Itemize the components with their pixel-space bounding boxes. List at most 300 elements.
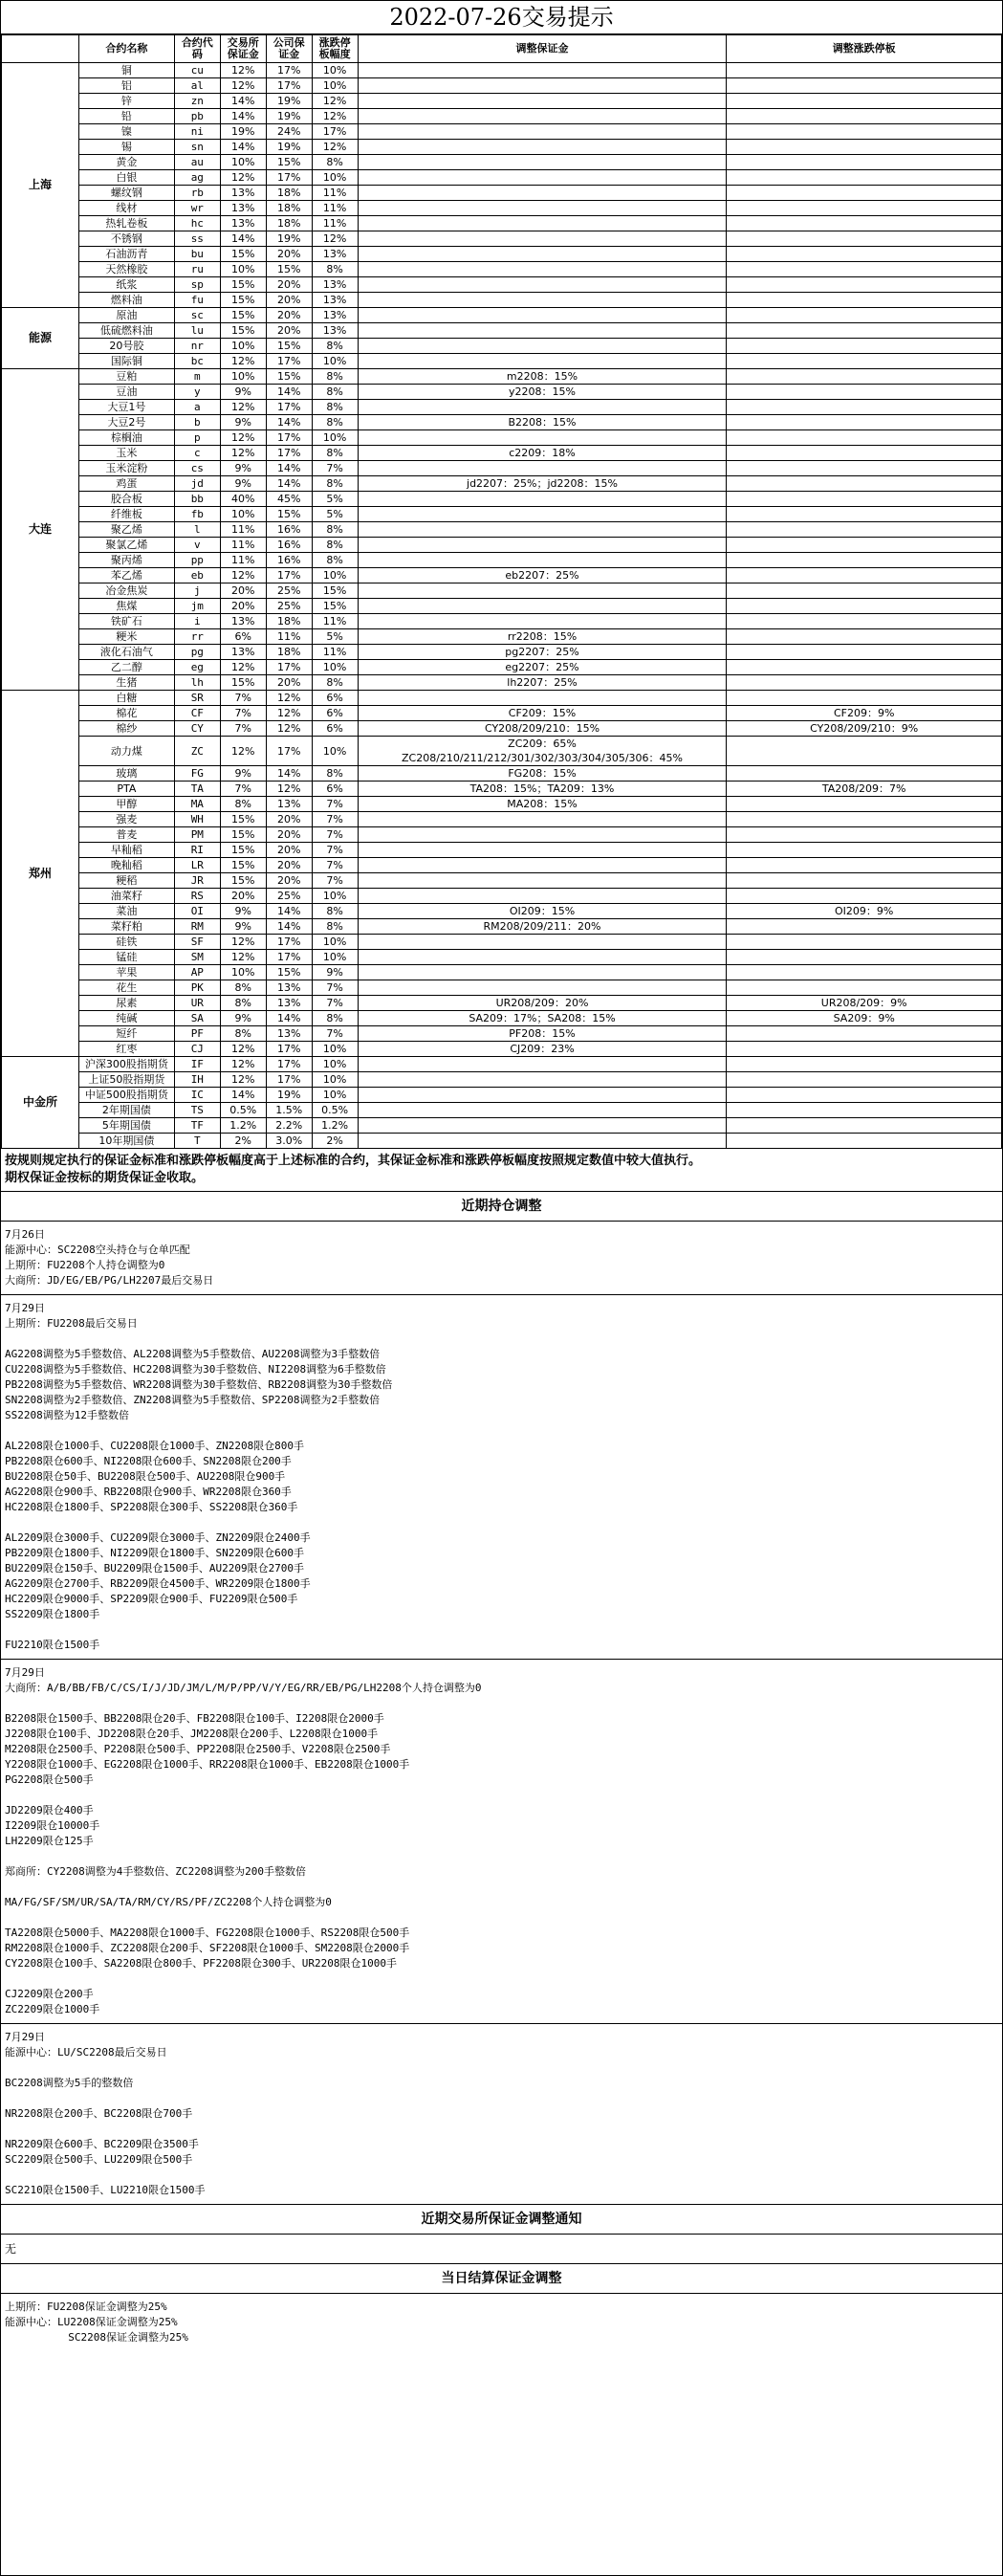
company-margin: 16% bbox=[266, 553, 312, 568]
table-row bbox=[2, 1026, 1002, 1042]
adjusted-margin bbox=[358, 843, 727, 858]
daily-settlement-heading: 当日结算保证金调整 bbox=[1, 2264, 1002, 2294]
contract-name: 粳稻 bbox=[78, 873, 174, 889]
position-line: LH2209限仓125手 bbox=[5, 1835, 94, 1847]
position-line: JD2209限仓400手 bbox=[5, 1804, 94, 1816]
limit-range: 8% bbox=[312, 675, 358, 691]
limit-range: 10% bbox=[312, 170, 358, 186]
table-row bbox=[2, 277, 1002, 293]
contract-code: sc bbox=[174, 308, 220, 323]
contract-code: m bbox=[174, 369, 220, 385]
table-row bbox=[2, 721, 1002, 737]
position-line: PB2208调整为5手整数倍、WR2208调整为30手整数倍、RB2208调整为30手整数倍 bbox=[5, 1378, 393, 1391]
company-margin: 16% bbox=[266, 538, 312, 553]
limit-range: 10% bbox=[312, 1088, 358, 1103]
contract-name: 聚丙烯 bbox=[78, 553, 174, 568]
exchange-margin: 12% bbox=[220, 354, 266, 369]
exchange-margin: 14% bbox=[220, 1088, 266, 1103]
company-margin: 24% bbox=[266, 124, 312, 140]
exchange-margin: 15% bbox=[220, 873, 266, 889]
position-line bbox=[5, 2060, 998, 2076]
contract-name: 低硫燃料油 bbox=[78, 323, 174, 339]
exchange-margin: 14% bbox=[220, 140, 266, 155]
exchange-margin: 10% bbox=[220, 965, 266, 980]
contract-name: 纯碱 bbox=[78, 1011, 174, 1026]
contract-name: 鸡蛋 bbox=[78, 476, 174, 492]
company-margin: 17% bbox=[266, 1072, 312, 1088]
contract-code: rr bbox=[174, 629, 220, 645]
daily-settlement-section bbox=[1, 2294, 1002, 2351]
limit-range: 8% bbox=[312, 538, 358, 553]
contract-code: lh bbox=[174, 675, 220, 691]
limit-range: 10% bbox=[312, 78, 358, 94]
adjusted-limit bbox=[727, 660, 1002, 675]
position-line bbox=[5, 1515, 998, 1530]
exchange-margin: 15% bbox=[220, 308, 266, 323]
contract-code: rb bbox=[174, 186, 220, 201]
contract-name: 苯乙烯 bbox=[78, 568, 174, 583]
adjusted-margin bbox=[358, 155, 727, 170]
company-margin: 18% bbox=[266, 186, 312, 201]
region-cell: 能源 bbox=[2, 308, 79, 369]
limit-range: 1.2% bbox=[312, 1118, 358, 1134]
table-row bbox=[2, 170, 1002, 186]
adjusted-margin: m2208：15% bbox=[358, 369, 727, 385]
limit-range: 7% bbox=[312, 812, 358, 827]
exchange-margin: 15% bbox=[220, 277, 266, 293]
position-line bbox=[5, 1696, 998, 1711]
position-line: 上期所：FU2208最后交易日 bbox=[5, 1317, 138, 1330]
contract-code: ag bbox=[174, 170, 220, 186]
exchange-margin: 11% bbox=[220, 522, 266, 538]
adjusted-margin bbox=[358, 1057, 727, 1072]
limit-range: 7% bbox=[312, 827, 358, 843]
position-line: PB2208限仓600手、NI2208限仓600手、SN2208限仓200手 bbox=[5, 1455, 292, 1467]
adjusted-margin: MA208：15% bbox=[358, 797, 727, 812]
adjusted-margin bbox=[358, 109, 727, 124]
exchange-margin: 8% bbox=[220, 996, 266, 1011]
company-margin: 20% bbox=[266, 675, 312, 691]
table-row bbox=[2, 1011, 1002, 1026]
exchange-margin: 9% bbox=[220, 904, 266, 919]
contract-code: au bbox=[174, 155, 220, 170]
exchange-margin: 8% bbox=[220, 980, 266, 996]
contract-name: 铅 bbox=[78, 109, 174, 124]
limit-range: 13% bbox=[312, 323, 358, 339]
contract-name: 甲醇 bbox=[78, 797, 174, 812]
company-margin: 17% bbox=[266, 568, 312, 583]
company-margin: 1.5% bbox=[266, 1103, 312, 1118]
adjusted-margin bbox=[358, 889, 727, 904]
exchange-margin: 10% bbox=[220, 262, 266, 277]
table-row bbox=[2, 78, 1002, 94]
table-row bbox=[2, 507, 1002, 522]
adjusted-limit bbox=[727, 1026, 1002, 1042]
contract-code: p bbox=[174, 430, 220, 446]
contract-name: 天然橡胶 bbox=[78, 262, 174, 277]
table-row bbox=[2, 782, 1002, 797]
position-line: BU2209限仓150手、BU2209限仓1500手、AU2209限仓2700手 bbox=[5, 1562, 305, 1574]
table-row bbox=[2, 293, 1002, 308]
limit-range: 13% bbox=[312, 247, 358, 262]
adjusted-limit bbox=[727, 797, 1002, 812]
adjusted-margin bbox=[358, 231, 727, 247]
adjusted-limit bbox=[727, 645, 1002, 660]
table-row bbox=[2, 935, 1002, 950]
exchange-margin: 7% bbox=[220, 706, 266, 721]
table-row bbox=[2, 629, 1002, 645]
adjusted-margin bbox=[358, 201, 727, 216]
adjusted-limit bbox=[727, 599, 1002, 614]
exchange-margin: 12% bbox=[220, 430, 266, 446]
limit-range: 10% bbox=[312, 1057, 358, 1072]
table-row bbox=[2, 797, 1002, 812]
company-margin: 13% bbox=[266, 980, 312, 996]
limit-range: 8% bbox=[312, 476, 358, 492]
contract-name: 原油 bbox=[78, 308, 174, 323]
position-line bbox=[5, 2168, 998, 2183]
adjusted-limit bbox=[727, 354, 1002, 369]
margin-notice-heading: 近期交易所保证金调整通知 bbox=[1, 2205, 1002, 2235]
company-margin: 17% bbox=[266, 170, 312, 186]
exchange-margin: 20% bbox=[220, 583, 266, 599]
table-row bbox=[2, 950, 1002, 965]
company-margin: 14% bbox=[266, 904, 312, 919]
contract-code: j bbox=[174, 583, 220, 599]
limit-range: 12% bbox=[312, 94, 358, 109]
position-line: 郑商所：CY2208调整为4手整数倍、ZC2208调整为200手整数倍 bbox=[5, 1865, 306, 1878]
contract-name: 沪深300股指期货 bbox=[78, 1057, 174, 1072]
adjusted-margin bbox=[358, 492, 727, 507]
limit-range: 8% bbox=[312, 553, 358, 568]
adjusted-margin bbox=[358, 1103, 727, 1118]
limit-range: 8% bbox=[312, 369, 358, 385]
contract-code: wr bbox=[174, 201, 220, 216]
adjusted-margin bbox=[358, 858, 727, 873]
position-block bbox=[1, 1660, 1002, 2024]
adjusted-margin bbox=[358, 553, 727, 568]
rule-note bbox=[1, 1149, 1002, 1192]
adjusted-limit bbox=[727, 766, 1002, 782]
adjusted-limit bbox=[727, 919, 1002, 935]
adjusted-limit bbox=[727, 339, 1002, 354]
adjusted-margin bbox=[358, 308, 727, 323]
adjusted-limit bbox=[727, 873, 1002, 889]
adjusted-limit bbox=[727, 675, 1002, 691]
exchange-margin: 7% bbox=[220, 721, 266, 737]
contract-code: sn bbox=[174, 140, 220, 155]
contract-code: jm bbox=[174, 599, 220, 614]
table-row bbox=[2, 827, 1002, 843]
contract-code: bu bbox=[174, 247, 220, 262]
adjusted-margin bbox=[358, 277, 727, 293]
company-margin: 12% bbox=[266, 706, 312, 721]
contract-name: 镍 bbox=[78, 124, 174, 140]
position-line: SC2210限仓1500手、LU2210限仓1500手 bbox=[5, 2184, 206, 2196]
contract-name: 白银 bbox=[78, 170, 174, 186]
company-margin: 17% bbox=[266, 400, 312, 415]
adjusted-margin bbox=[358, 1134, 727, 1149]
table-row bbox=[2, 858, 1002, 873]
position-line: FU2210限仓1500手 bbox=[5, 1639, 100, 1651]
contract-code: fb bbox=[174, 507, 220, 522]
table-row bbox=[2, 308, 1002, 323]
contract-code: SR bbox=[174, 691, 220, 706]
limit-range: 10% bbox=[312, 737, 358, 766]
adjusted-limit bbox=[727, 1088, 1002, 1103]
exchange-margin: 12% bbox=[220, 446, 266, 461]
company-margin: 14% bbox=[266, 415, 312, 430]
table-row bbox=[2, 599, 1002, 614]
position-line: 7月29日 bbox=[5, 1666, 45, 1679]
adjusted-margin bbox=[358, 140, 727, 155]
position-line: SC2209限仓500手、LU2209限仓500手 bbox=[5, 2153, 193, 2166]
contract-name: 20号胶 bbox=[78, 339, 174, 354]
limit-range: 7% bbox=[312, 996, 358, 1011]
company-margin: 19% bbox=[266, 231, 312, 247]
contract-code: b bbox=[174, 415, 220, 430]
contract-name: 上证50股指期货 bbox=[78, 1072, 174, 1088]
table-row bbox=[2, 339, 1002, 354]
adjusted-margin bbox=[358, 1088, 727, 1103]
adjusted-margin bbox=[358, 1072, 727, 1088]
column-header: 公司保证金 bbox=[266, 35, 312, 63]
position-line: BU2208限仓50手、BU2208限仓500手、AU2208限仓900手 bbox=[5, 1470, 286, 1483]
exchange-margin: 12% bbox=[220, 568, 266, 583]
company-margin: 20% bbox=[266, 247, 312, 262]
contract-code: eg bbox=[174, 660, 220, 675]
limit-range: 10% bbox=[312, 935, 358, 950]
adjusted-margin bbox=[358, 507, 727, 522]
limit-range: 8% bbox=[312, 904, 358, 919]
adjusted-margin bbox=[358, 124, 727, 140]
position-line bbox=[5, 1788, 998, 1803]
adjusted-limit: CY208/209/210：9% bbox=[727, 721, 1002, 737]
contract-name: 棕榈油 bbox=[78, 430, 174, 446]
adjusted-margin: UR208/209：20% bbox=[358, 996, 727, 1011]
company-margin: 13% bbox=[266, 1026, 312, 1042]
adjusted-margin: PF208：15% bbox=[358, 1026, 727, 1042]
position-line: 能源中心：SC2208空头持仓与仓单匹配 bbox=[5, 1244, 190, 1256]
adjusted-limit: SA209：9% bbox=[727, 1011, 1002, 1026]
table-row bbox=[2, 430, 1002, 446]
adjusted-limit bbox=[727, 980, 1002, 996]
adjusted-margin bbox=[358, 186, 727, 201]
adjusted-limit bbox=[727, 629, 1002, 645]
company-margin: 18% bbox=[266, 614, 312, 629]
table-row bbox=[2, 1088, 1002, 1103]
contract-code: MA bbox=[174, 797, 220, 812]
adjusted-limit bbox=[727, 476, 1002, 492]
contract-name: PTA bbox=[78, 782, 174, 797]
adjusted-margin: ZC209：65% ZC208/210/211/212/301/302/303/304/305/306：45% bbox=[358, 737, 727, 766]
adjusted-margin: CY208/209/210：15% bbox=[358, 721, 727, 737]
exchange-margin: 12% bbox=[220, 78, 266, 94]
contract-code: hc bbox=[174, 216, 220, 231]
adjusted-margin bbox=[358, 354, 727, 369]
limit-range: 17% bbox=[312, 124, 358, 140]
company-margin: 17% bbox=[266, 737, 312, 766]
position-line: CU2208调整为5手整数倍、HC2208调整为30手整数倍、NI2208调整为6手整数倍 bbox=[5, 1363, 386, 1376]
position-line: 7月29日 bbox=[5, 1302, 45, 1314]
adjusted-limit bbox=[727, 965, 1002, 980]
contract-code: pb bbox=[174, 109, 220, 124]
contract-name: 黄金 bbox=[78, 155, 174, 170]
adjusted-margin: B2208：15% bbox=[358, 415, 727, 430]
contract-name: 2年期国债 bbox=[78, 1103, 174, 1118]
contract-code: AP bbox=[174, 965, 220, 980]
position-line: MA/FG/SF/SM/UR/SA/TA/RM/CY/RS/PF/ZC2208个人持仓调整为0 bbox=[5, 1896, 332, 1908]
table-row bbox=[2, 201, 1002, 216]
limit-range: 13% bbox=[312, 293, 358, 308]
adjusted-margin: eb2207：25% bbox=[358, 568, 727, 583]
contract-name: 红枣 bbox=[78, 1042, 174, 1057]
contract-code: CY bbox=[174, 721, 220, 737]
exchange-margin: 12% bbox=[220, 935, 266, 950]
contract-code: zn bbox=[174, 94, 220, 109]
company-margin: 14% bbox=[266, 385, 312, 400]
limit-range: 12% bbox=[312, 231, 358, 247]
adjusted-margin bbox=[358, 293, 727, 308]
limit-range: 8% bbox=[312, 415, 358, 430]
adjusted-margin: OI209：15% bbox=[358, 904, 727, 919]
limit-range: 2% bbox=[312, 1134, 358, 1149]
company-margin: 45% bbox=[266, 492, 312, 507]
column-header: 涨跌停板幅度 bbox=[312, 35, 358, 63]
margin-table bbox=[1, 34, 1002, 1149]
region-cell: 中金所 bbox=[2, 1057, 79, 1149]
contract-name: 液化石油气 bbox=[78, 645, 174, 660]
position-line bbox=[5, 1332, 998, 1347]
contract-code: IC bbox=[174, 1088, 220, 1103]
adjusted-limit bbox=[727, 843, 1002, 858]
settlement-line: SC2208保证金调整为25% bbox=[5, 2331, 188, 2344]
contract-name: 国际铜 bbox=[78, 354, 174, 369]
limit-range: 10% bbox=[312, 1072, 358, 1088]
company-margin: 18% bbox=[266, 645, 312, 660]
limit-range: 11% bbox=[312, 614, 358, 629]
recent-position-heading: 近期持仓调整 bbox=[1, 1192, 1002, 1222]
contract-name: 铜 bbox=[78, 63, 174, 78]
limit-range: 5% bbox=[312, 629, 358, 645]
position-line bbox=[5, 1423, 998, 1439]
exchange-margin: 15% bbox=[220, 812, 266, 827]
company-margin: 15% bbox=[266, 965, 312, 980]
limit-range: 8% bbox=[312, 339, 358, 354]
adjusted-limit bbox=[727, 201, 1002, 216]
exchange-margin: 13% bbox=[220, 645, 266, 660]
position-line: SS2209限仓1800手 bbox=[5, 1608, 100, 1620]
rule-note-line-2: 期权保证金按标的期货保证金收取。 bbox=[5, 1171, 205, 1185]
contract-code: IH bbox=[174, 1072, 220, 1088]
contract-name: 尿素 bbox=[78, 996, 174, 1011]
recent-position-section bbox=[1, 1222, 1002, 2205]
contract-name: 晚籼稻 bbox=[78, 858, 174, 873]
exchange-margin: 9% bbox=[220, 461, 266, 476]
limit-range: 10% bbox=[312, 660, 358, 675]
adjusted-margin bbox=[358, 827, 727, 843]
company-margin: 25% bbox=[266, 889, 312, 904]
table-row bbox=[2, 904, 1002, 919]
table-row bbox=[2, 124, 1002, 140]
adjusted-margin: RM208/209/211：20% bbox=[358, 919, 727, 935]
contract-name: 纸浆 bbox=[78, 277, 174, 293]
contract-name: 玉米淀粉 bbox=[78, 461, 174, 476]
column-header: 调整保证金 bbox=[358, 35, 727, 63]
exchange-margin: 12% bbox=[220, 400, 266, 415]
company-margin: 19% bbox=[266, 1088, 312, 1103]
adjusted-limit bbox=[727, 461, 1002, 476]
adjusted-limit bbox=[727, 216, 1002, 231]
company-margin: 20% bbox=[266, 308, 312, 323]
column-header: 调整涨跌停板 bbox=[727, 35, 1002, 63]
limit-range: 7% bbox=[312, 980, 358, 996]
adjusted-limit bbox=[727, 889, 1002, 904]
contract-code: v bbox=[174, 538, 220, 553]
position-line: 能源中心：LU/SC2208最后交易日 bbox=[5, 2046, 167, 2059]
limit-range: 10% bbox=[312, 430, 358, 446]
adjusted-limit bbox=[727, 1103, 1002, 1118]
limit-range: 8% bbox=[312, 766, 358, 782]
position-line bbox=[5, 1910, 998, 1926]
contract-code: ni bbox=[174, 124, 220, 140]
contract-code: FG bbox=[174, 766, 220, 782]
company-margin: 19% bbox=[266, 140, 312, 155]
table-row bbox=[2, 1042, 1002, 1057]
contract-code: PK bbox=[174, 980, 220, 996]
contract-name: 豆油 bbox=[78, 385, 174, 400]
adjusted-limit bbox=[727, 446, 1002, 461]
company-margin: 12% bbox=[266, 721, 312, 737]
adjusted-limit bbox=[727, 385, 1002, 400]
exchange-margin: 8% bbox=[220, 1026, 266, 1042]
position-line bbox=[5, 2122, 998, 2137]
adjusted-limit bbox=[727, 950, 1002, 965]
contract-name: 10年期国债 bbox=[78, 1134, 174, 1149]
column-header: 交易所保证金 bbox=[220, 35, 266, 63]
company-margin: 20% bbox=[266, 812, 312, 827]
adjusted-limit bbox=[727, 614, 1002, 629]
exchange-margin: 12% bbox=[220, 1072, 266, 1088]
table-row bbox=[2, 675, 1002, 691]
adjusted-limit bbox=[727, 415, 1002, 430]
contract-name: 油菜籽 bbox=[78, 889, 174, 904]
exchange-margin: 20% bbox=[220, 889, 266, 904]
exchange-margin: 7% bbox=[220, 691, 266, 706]
contract-code: ZC bbox=[174, 737, 220, 766]
adjusted-limit: UR208/209：9% bbox=[727, 996, 1002, 1011]
table-row bbox=[2, 645, 1002, 660]
limit-range: 7% bbox=[312, 843, 358, 858]
contract-code: IF bbox=[174, 1057, 220, 1072]
limit-range: 7% bbox=[312, 1026, 358, 1042]
limit-range: 6% bbox=[312, 782, 358, 797]
table-row bbox=[2, 216, 1002, 231]
exchange-margin: 40% bbox=[220, 492, 266, 507]
exchange-margin: 19% bbox=[220, 124, 266, 140]
adjusted-margin bbox=[358, 522, 727, 538]
contract-name: 焦煤 bbox=[78, 599, 174, 614]
adjusted-limit bbox=[727, 1134, 1002, 1149]
table-row bbox=[2, 843, 1002, 858]
limit-range: 7% bbox=[312, 797, 358, 812]
contract-code: nr bbox=[174, 339, 220, 354]
exchange-margin: 10% bbox=[220, 155, 266, 170]
adjusted-limit bbox=[727, 583, 1002, 599]
contract-name: 锰硅 bbox=[78, 950, 174, 965]
table-row bbox=[2, 415, 1002, 430]
contract-name: 生猪 bbox=[78, 675, 174, 691]
